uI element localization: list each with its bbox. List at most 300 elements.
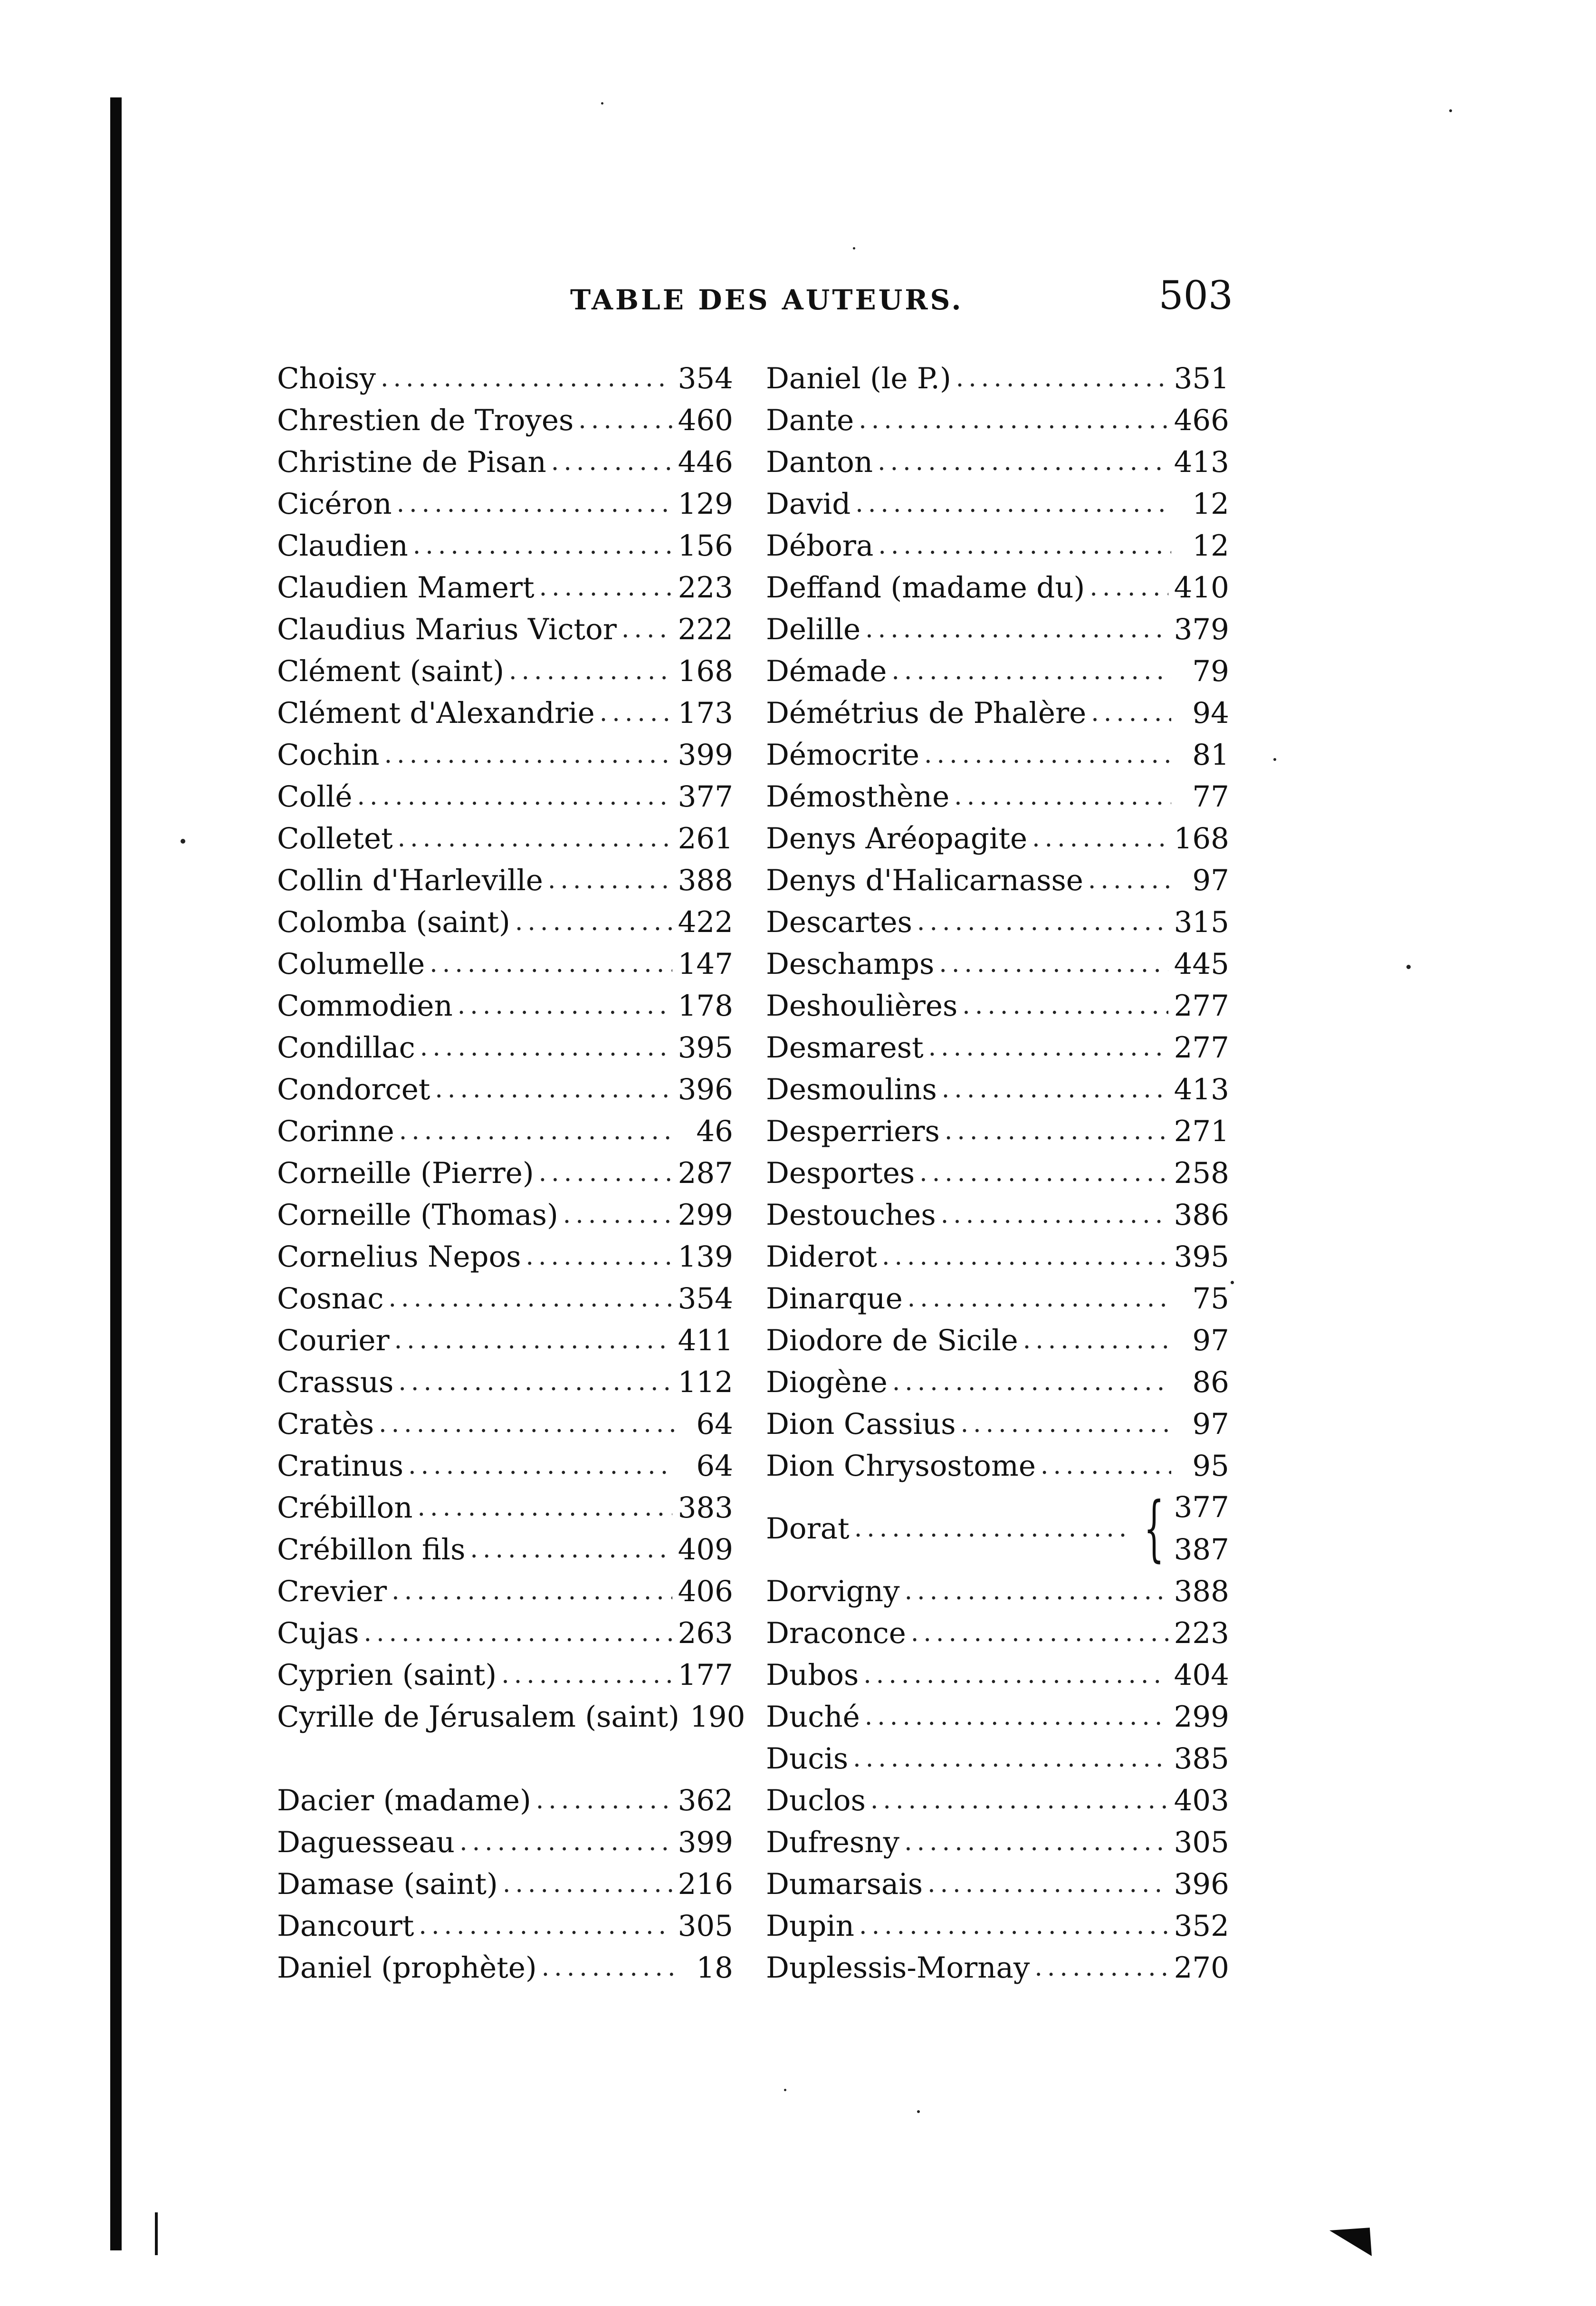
index-entry bbox=[766, 901, 1229, 943]
author-name: Colletet bbox=[277, 821, 393, 855]
leader-dots bbox=[961, 1412, 1171, 1436]
index-entry bbox=[277, 650, 733, 692]
index-entry bbox=[766, 608, 1229, 650]
index-entry bbox=[277, 1863, 733, 1905]
page-ref: 261 bbox=[678, 821, 733, 855]
author-name: Cyrille de Jérusalem (saint) bbox=[277, 1700, 679, 1734]
author-name: Dion Chrysostome bbox=[766, 1449, 1036, 1483]
page-ref: 354 bbox=[678, 361, 733, 395]
leader-dots bbox=[600, 701, 672, 725]
author-name: Clément d'Alexandrie bbox=[277, 696, 595, 730]
author-name: Dumarsais bbox=[766, 1867, 923, 1901]
page-ref: 299 bbox=[678, 1198, 733, 1232]
page-ref: 97 bbox=[1192, 863, 1229, 897]
page-binding-edge bbox=[110, 97, 122, 2250]
index-entry bbox=[766, 1947, 1229, 1989]
page-ref: 385 bbox=[1174, 1741, 1229, 1776]
author-name: Christine de Pisan bbox=[277, 445, 546, 479]
leader-dots bbox=[578, 408, 672, 432]
page-ref: 12 bbox=[1192, 528, 1229, 563]
leader-dots bbox=[882, 1244, 1168, 1269]
page-ref: 64 bbox=[696, 1407, 733, 1441]
index-entry bbox=[766, 1152, 1229, 1194]
page-ref: 305 bbox=[678, 1909, 733, 1943]
page-ref: 223 bbox=[1174, 1616, 1229, 1650]
leader-dots bbox=[430, 951, 672, 976]
index-entry bbox=[277, 483, 733, 525]
leader-dots bbox=[536, 1788, 672, 1813]
leader-dots bbox=[1034, 1955, 1168, 1980]
leader-dots bbox=[928, 1035, 1168, 1060]
leader-dots bbox=[855, 491, 1171, 516]
corner-mark bbox=[1329, 2228, 1372, 2259]
index-entry bbox=[766, 441, 1229, 483]
leader-dots bbox=[878, 533, 1171, 558]
index-entry bbox=[766, 734, 1229, 776]
leader-dots bbox=[548, 868, 672, 893]
index-entry bbox=[766, 1194, 1229, 1236]
page-ref: 263 bbox=[678, 1616, 733, 1650]
page-header bbox=[276, 273, 1233, 330]
index-entry bbox=[277, 1403, 733, 1445]
author-name: Dubos bbox=[766, 1658, 859, 1692]
page-ref: 75 bbox=[1192, 1281, 1229, 1316]
author-name: Danton bbox=[766, 445, 873, 479]
leader-dots bbox=[1089, 575, 1168, 600]
leader-dots bbox=[503, 1872, 672, 1896]
index-entry bbox=[766, 943, 1229, 985]
leader-dots bbox=[865, 1704, 1168, 1729]
author-name: Démosthène bbox=[766, 779, 950, 814]
index-entry bbox=[277, 734, 733, 776]
page-ref: 299 bbox=[1174, 1700, 1229, 1734]
page-ref: 413 bbox=[1174, 445, 1229, 479]
author-name: Dinarque bbox=[766, 1281, 903, 1316]
index-entry bbox=[766, 1110, 1229, 1152]
page-ref: 12 bbox=[1192, 487, 1229, 521]
index-entry bbox=[766, 1068, 1229, 1110]
page-ref: 406 bbox=[678, 1574, 733, 1608]
author-name: Daguesseau bbox=[277, 1825, 455, 1859]
author-name: Cochin bbox=[277, 738, 380, 772]
page-ref: 270 bbox=[1174, 1950, 1229, 1985]
leader-dots bbox=[621, 617, 672, 642]
leader-dots bbox=[413, 533, 672, 558]
page-ref: 399 bbox=[678, 1825, 733, 1859]
author-name: Commodien bbox=[277, 989, 453, 1023]
page-ref: 129 bbox=[678, 487, 733, 521]
index-entry bbox=[766, 1236, 1229, 1278]
leader-dots bbox=[397, 491, 672, 516]
page-ref: 223 bbox=[678, 570, 733, 605]
index-entry bbox=[277, 399, 733, 441]
author-name: Ducis bbox=[766, 1741, 849, 1776]
leader-dots bbox=[859, 408, 1168, 432]
index-entry bbox=[766, 357, 1229, 399]
index-entry bbox=[277, 1612, 733, 1654]
page-ref: 271 bbox=[1174, 1114, 1229, 1148]
page-ref: 173 bbox=[678, 696, 733, 730]
page-ref: 388 bbox=[1174, 1574, 1229, 1608]
leader-dots bbox=[1032, 826, 1168, 851]
page-ref: 404 bbox=[1174, 1658, 1229, 1692]
author-name: Cratinus bbox=[277, 1449, 404, 1483]
index-entry bbox=[277, 441, 733, 483]
author-name: Damase (saint) bbox=[277, 1867, 498, 1901]
page-ref: 379 bbox=[1174, 612, 1229, 646]
author-name: Destouches bbox=[766, 1198, 936, 1232]
index-entry bbox=[277, 1779, 733, 1821]
page-ref: 395 bbox=[1174, 1239, 1229, 1274]
leader-dots bbox=[542, 1955, 675, 1980]
leader-dots bbox=[941, 1202, 1168, 1227]
leader-dots bbox=[927, 1872, 1168, 1896]
index-entry bbox=[766, 399, 1229, 441]
page-ref: 388 bbox=[678, 863, 733, 897]
page-title: TABLE DES AUTEURS. bbox=[570, 284, 964, 316]
leader-dots bbox=[389, 1286, 672, 1311]
index-entry bbox=[277, 525, 733, 567]
author-name: Denys Aréopagite bbox=[766, 821, 1028, 855]
index-entry bbox=[766, 1403, 1229, 1445]
leader-dots bbox=[381, 366, 672, 391]
index-entry bbox=[277, 1068, 733, 1110]
author-name: Cyprien (saint) bbox=[277, 1658, 497, 1692]
leader-dots bbox=[956, 366, 1168, 391]
author-name: Diderot bbox=[766, 1239, 877, 1274]
author-name: Claudien bbox=[277, 528, 408, 563]
leader-dots bbox=[892, 1370, 1171, 1394]
author-name: Corneille (Pierre) bbox=[277, 1156, 534, 1190]
index-entry bbox=[766, 1027, 1229, 1068]
page-ref: 466 bbox=[1174, 403, 1229, 437]
page-ref: 422 bbox=[678, 905, 733, 939]
page-ref: 386 bbox=[1174, 1198, 1229, 1232]
index-entry bbox=[277, 943, 733, 985]
author-name: Daniel (prophète) bbox=[277, 1950, 537, 1985]
leader-dots bbox=[408, 1453, 675, 1478]
page-ref: 168 bbox=[1174, 821, 1229, 855]
index-entry bbox=[766, 1487, 1229, 1570]
leader-dots bbox=[563, 1202, 672, 1227]
leader-dots bbox=[919, 1161, 1168, 1185]
page-ref: 139 bbox=[678, 1239, 733, 1274]
author-name: Columelle bbox=[277, 947, 425, 981]
leader-dots bbox=[962, 993, 1168, 1018]
page-ref: 411 bbox=[678, 1323, 733, 1357]
leader-dots bbox=[1041, 1453, 1171, 1478]
curly-brace: { bbox=[1144, 1487, 1165, 1570]
index-entry bbox=[766, 1821, 1229, 1863]
author-name: Duplessis-Mornay bbox=[766, 1950, 1030, 1985]
author-name: Chrestien de Troyes bbox=[277, 403, 574, 437]
author-name: Dion Cassius bbox=[766, 1407, 956, 1441]
page-ref: 305 bbox=[1174, 1825, 1229, 1859]
index-entry bbox=[277, 859, 733, 901]
page-number: 503 bbox=[1158, 273, 1233, 318]
leader-dots bbox=[891, 659, 1171, 683]
author-name: Dupin bbox=[766, 1909, 855, 1943]
index-entry bbox=[277, 1947, 733, 1989]
index-entry bbox=[277, 692, 733, 734]
page-ref: 147 bbox=[678, 947, 733, 981]
leader-dots bbox=[911, 1621, 1168, 1645]
leader-dots bbox=[539, 1161, 672, 1185]
author-name: Crébillon bbox=[277, 1490, 413, 1525]
index-entry bbox=[277, 1905, 733, 1947]
index-entry bbox=[277, 1194, 733, 1236]
index-entry bbox=[277, 1110, 733, 1152]
print-speck bbox=[181, 839, 185, 844]
index-entry bbox=[766, 985, 1229, 1027]
page-ref: 18 bbox=[696, 1950, 733, 1985]
page-ref: 86 bbox=[1192, 1365, 1229, 1399]
author-name: Crevier bbox=[277, 1574, 387, 1608]
leader-dots bbox=[878, 450, 1168, 474]
page-ref: 97 bbox=[1192, 1407, 1229, 1441]
author-name: Descartes bbox=[766, 905, 912, 939]
leader-dots bbox=[501, 1662, 672, 1687]
leader-dots bbox=[398, 1370, 672, 1394]
page-ref: 352 bbox=[1174, 1909, 1229, 1943]
index-entry bbox=[766, 483, 1229, 525]
index-entry bbox=[277, 985, 733, 1027]
section-gap bbox=[277, 1738, 733, 1779]
leader-dots bbox=[458, 993, 672, 1018]
leader-dots bbox=[526, 1244, 672, 1269]
page-numbers bbox=[1174, 1490, 1229, 1566]
index-entry bbox=[277, 1027, 733, 1068]
index-entry bbox=[277, 1236, 733, 1278]
index-entry bbox=[277, 1570, 733, 1612]
author-name: Condorcet bbox=[277, 1072, 430, 1106]
author-name: Démade bbox=[766, 654, 887, 688]
author-name: Cicéron bbox=[277, 487, 392, 521]
index-entry bbox=[766, 1779, 1229, 1821]
print-speck bbox=[601, 102, 603, 105]
page-ref: 112 bbox=[678, 1365, 733, 1399]
index-entry bbox=[277, 1278, 733, 1319]
leader-dots bbox=[1088, 868, 1171, 893]
page-ref: 362 bbox=[678, 1783, 733, 1817]
page-ref: 156 bbox=[678, 528, 733, 563]
author-name: Draconce bbox=[766, 1616, 906, 1650]
author-name: Condillac bbox=[277, 1030, 415, 1065]
author-name: Colomba (saint) bbox=[277, 905, 510, 939]
leader-dots bbox=[870, 1788, 1168, 1813]
page-ref: 277 bbox=[1174, 989, 1229, 1023]
index-entry bbox=[277, 357, 733, 399]
author-name: Courier bbox=[277, 1323, 390, 1357]
page-ref: 178 bbox=[678, 989, 733, 1023]
author-name: Choisy bbox=[277, 361, 376, 395]
page-ref: 377 bbox=[678, 779, 733, 814]
leader-dots bbox=[470, 1537, 672, 1562]
page-ref: 403 bbox=[1174, 1783, 1229, 1817]
print-speck bbox=[1406, 965, 1411, 969]
index-entry bbox=[766, 1863, 1229, 1905]
leader-dots bbox=[924, 742, 1171, 767]
page-ref: 222 bbox=[678, 612, 733, 646]
author-name: Deffand (madame du) bbox=[766, 570, 1085, 605]
page-ref: 277 bbox=[1174, 1030, 1229, 1065]
author-name: Démocrite bbox=[766, 738, 920, 772]
print-speck bbox=[784, 2089, 786, 2091]
author-name: Débora bbox=[766, 528, 874, 563]
author-name: Desperriers bbox=[766, 1114, 940, 1148]
index-entry bbox=[277, 1319, 733, 1361]
leader-dots bbox=[908, 1286, 1171, 1311]
leader-dots bbox=[515, 910, 672, 934]
author-name: Desmoulins bbox=[766, 1072, 937, 1106]
page-ref: 216 bbox=[678, 1867, 733, 1901]
author-name: Diodore de Sicile bbox=[766, 1323, 1018, 1357]
page-ref: 396 bbox=[1174, 1867, 1229, 1901]
binding-mark bbox=[155, 2212, 158, 2255]
leader-dots bbox=[509, 659, 672, 683]
index-entry bbox=[766, 650, 1229, 692]
leader-dots bbox=[859, 1913, 1168, 1938]
author-name: Cratès bbox=[277, 1407, 374, 1441]
print-speck bbox=[1449, 109, 1452, 112]
page-ref: 190 bbox=[689, 1700, 745, 1734]
page-ref: 445 bbox=[1174, 947, 1229, 981]
print-speck bbox=[917, 2110, 920, 2113]
index-entry bbox=[766, 1445, 1229, 1487]
leader-dots bbox=[394, 1328, 672, 1353]
index-entry bbox=[277, 1654, 733, 1696]
author-name: Crébillon fils bbox=[277, 1532, 466, 1566]
page-ref: 95 bbox=[1192, 1449, 1229, 1483]
author-name: Delille bbox=[766, 612, 861, 646]
author-name: Denys d'Halicarnasse bbox=[766, 863, 1083, 897]
print-speck bbox=[1273, 758, 1276, 761]
index-entry bbox=[766, 1654, 1229, 1696]
page-ref: 77 bbox=[1192, 779, 1229, 814]
index-entry bbox=[766, 692, 1229, 734]
author-name: Clément (saint) bbox=[277, 654, 504, 688]
index-entry bbox=[277, 901, 733, 943]
page-ref: 64 bbox=[696, 1449, 733, 1483]
page-ref: 97 bbox=[1192, 1323, 1229, 1357]
leader-dots bbox=[539, 575, 672, 600]
leader-dots bbox=[399, 1119, 675, 1143]
leader-dots bbox=[917, 910, 1168, 934]
leader-dots bbox=[945, 1119, 1168, 1143]
index-entry bbox=[766, 859, 1229, 901]
index-entry bbox=[277, 1152, 733, 1194]
author-name: Dorvigny bbox=[766, 1574, 900, 1608]
index-entry bbox=[277, 817, 733, 859]
author-name: Daniel (le P.) bbox=[766, 361, 951, 395]
index-entry bbox=[277, 1487, 733, 1528]
author-name: Dorat bbox=[766, 1511, 850, 1546]
author-name: Dacier (madame) bbox=[277, 1783, 531, 1817]
leader-dots bbox=[865, 617, 1168, 642]
page-ref: 46 bbox=[696, 1114, 733, 1148]
author-name: Démétrius de Phalère bbox=[766, 696, 1087, 730]
author-name: Dancourt bbox=[277, 1909, 414, 1943]
index-entry bbox=[766, 776, 1229, 817]
index-column-left bbox=[277, 357, 745, 1989]
page-ref: 387 bbox=[1174, 1533, 1229, 1566]
index-entry bbox=[277, 608, 733, 650]
print-speck bbox=[1231, 1281, 1234, 1284]
author-name: Corneille (Thomas) bbox=[277, 1198, 558, 1232]
leader-dots bbox=[398, 826, 672, 851]
leader-dots bbox=[392, 1579, 672, 1604]
leader-dots bbox=[853, 1746, 1168, 1771]
page-ref: 377 bbox=[1174, 1490, 1229, 1524]
author-name: Cornelius Nepos bbox=[277, 1239, 521, 1274]
author-name: Duclos bbox=[766, 1783, 866, 1817]
author-name: Desportes bbox=[766, 1156, 915, 1190]
index-entry bbox=[766, 1319, 1229, 1361]
index-entry bbox=[766, 1612, 1229, 1654]
author-name: Dante bbox=[766, 403, 854, 437]
author-name: Claudius Marius Victor bbox=[277, 612, 617, 646]
leader-dots bbox=[1023, 1328, 1171, 1353]
author-name: David bbox=[766, 487, 851, 521]
page-ref: 395 bbox=[678, 1030, 733, 1065]
leader-dots bbox=[942, 1077, 1168, 1102]
page-ref: 81 bbox=[1192, 738, 1229, 772]
page-ref: 79 bbox=[1192, 654, 1229, 688]
author-name: Crassus bbox=[277, 1365, 394, 1399]
page-ref: 399 bbox=[678, 738, 733, 772]
leader-dots bbox=[419, 1913, 672, 1938]
author-name: Cosnac bbox=[277, 1281, 384, 1316]
author-name: Diogène bbox=[766, 1365, 888, 1399]
author-name: Cujas bbox=[277, 1616, 359, 1650]
page-ref: 413 bbox=[1174, 1072, 1229, 1106]
page-group bbox=[1131, 1487, 1229, 1570]
index-entry bbox=[766, 1361, 1229, 1403]
page-ref: 177 bbox=[678, 1658, 733, 1692]
author-name: Corinne bbox=[277, 1114, 394, 1148]
author-name: Desmarest bbox=[766, 1030, 924, 1065]
leader-dots bbox=[954, 784, 1171, 809]
page-ref: 460 bbox=[678, 403, 733, 437]
index-entry bbox=[766, 1905, 1229, 1947]
leader-dots bbox=[905, 1579, 1168, 1604]
index-entry bbox=[277, 1696, 745, 1738]
leader-dots bbox=[854, 1516, 1128, 1541]
print-speck bbox=[853, 247, 855, 250]
leader-dots bbox=[420, 1035, 672, 1060]
page-ref: 287 bbox=[678, 1156, 733, 1190]
leader-dots bbox=[459, 1830, 672, 1854]
index-entry bbox=[277, 1528, 733, 1570]
author-name: Collin d'Harleville bbox=[277, 863, 543, 897]
page-ref: 410 bbox=[1174, 570, 1229, 605]
page-ref: 383 bbox=[678, 1490, 733, 1525]
page-ref: 409 bbox=[678, 1532, 733, 1566]
leader-dots bbox=[1091, 701, 1171, 725]
index-entry bbox=[766, 1570, 1229, 1612]
author-name: Duché bbox=[766, 1700, 860, 1734]
index-entry bbox=[766, 817, 1229, 859]
page-ref: 315 bbox=[1174, 905, 1229, 939]
leader-dots bbox=[435, 1077, 672, 1102]
index-entry bbox=[766, 1278, 1229, 1319]
page-ref: 351 bbox=[1174, 361, 1229, 395]
index-entry bbox=[766, 1696, 1229, 1738]
page-ref: 258 bbox=[1174, 1156, 1229, 1190]
page-ref: 94 bbox=[1192, 696, 1229, 730]
author-name: Deschamps bbox=[766, 947, 935, 981]
leader-dots bbox=[379, 1412, 675, 1436]
